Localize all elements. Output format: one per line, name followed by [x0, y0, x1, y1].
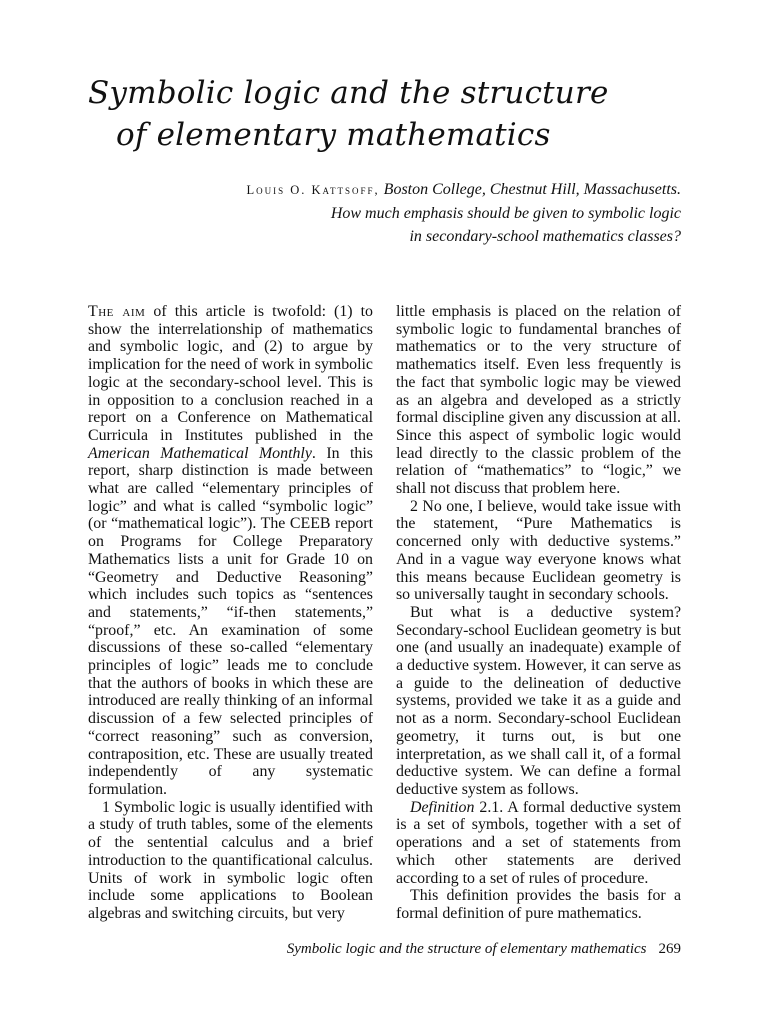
byline — [0, 178, 681, 248]
article-title — [88, 72, 708, 156]
author-line — [0, 178, 681, 202]
running-title: Symbolic logic and the structure of elementary mathematics — [286, 941, 647, 957]
paragraph-definition: Definition 2.1. A formal deductive system is a set of symbols, together with a set of operations and a set of statements from which other statements are derived according to a set of rules of procedure. — [396, 798, 681, 887]
subtitle-question-line-2: in secondary-school mathematics classes? — [409, 228, 681, 245]
title-line-2: of elementary mathematics — [116, 117, 551, 153]
paragraph-section-2: 2 No one, I believe, would take issue with the statement, “Pure Mathematics is concerned only with deductive systems.” And in a vague way everyone knows what this means because Euclidean geometry is so universally taught in secondary schools. — [396, 497, 681, 604]
page-number: 269 — [658, 941, 681, 957]
paragraph-deductive-system: But what is a deductive system? Secondary-school Euclidean geometry is but one (and usually an inadequate) example of a deductive system. However, it can serve as a guide to the delineation of deductive systems, provided we take it as a guide and not as a norm. Secondary-school Euclidean geometry, it turns out, is but one interpretation, as we shall call it, of a formal deductive system. We can define a formal deductive system as follows. — [396, 603, 681, 798]
definition-label: Definition — [410, 798, 475, 816]
title-line-1: Symbolic logic and the structure — [88, 75, 609, 111]
author-affiliation: Boston College, Chestnut Hill, Massachusetts. — [383, 181, 681, 198]
author-name: Louis O. Kattsoff, — [246, 183, 380, 197]
subtitle-question-line-1: How much emphasis should be given to symbolic logic — [330, 205, 681, 222]
paragraph-continued: little emphasis is placed on the relation of symbolic logic to fundamental branches of mathematics or to the very structure of mathematics itself. Even less frequently is the fact that symbolic logic may be viewed as an algebra and developed as a strictly formal discipline given any discussion at all. Since this aspect of symbolic logic would lead directly to the classic problem of the relation of “mathematics” to “logic,” we shall not discuss that problem here. — [396, 303, 681, 498]
paragraph-section-1: 1 Symbolic logic is usually identified with a study of truth tables, some of the elements of the sentential calculus and a brief introduction to the quantificational calculus. Units of work in symbolic logic often include some applications to Boolean algebras and switching circuits, but very — [88, 798, 373, 922]
lead-in: The aim — [88, 303, 146, 320]
left-column — [88, 303, 373, 923]
page-footer — [0, 939, 681, 959]
paragraph-closing: This definition provides the basis for a formal definition of pure mathematics. — [396, 887, 681, 922]
journal-name: American Mathematical Monthly — [88, 444, 312, 462]
right-column — [396, 303, 681, 923]
paragraph-intro: The aim of this article is twofold: (1) to show the interrelationship of mathematics and symbolic logic, and (2) to argue by implication for the need of work in symbolic logic at the secondary-school level. This is in opposition to a conclusion reached in a report on a Conference on Mathematical Curricula in Institutes published in the American Mathematical Monthly. In this report, sharp distinction is made between what are called “elementary principles of logic” and what is called “symbolic logic” (or “mathematical logic”). The CEEB report on Programs for College Preparatory Mathematics lists a unit for Grade 10 on “Geometry and Deductive Reasoning” which includes such topics as “sentences and statements,” “if-then statements,” “proof,” etc. An examination of some discussions of these so-called “elementary principles of logic” leads me to conclude that the authors of books in which these are introduced are really thinking of an informal discussion of a few selected principles of “correct reasoning” such as conversion, contraposition, etc. These are usually treated independently of any systematic formulation. — [88, 303, 373, 798]
